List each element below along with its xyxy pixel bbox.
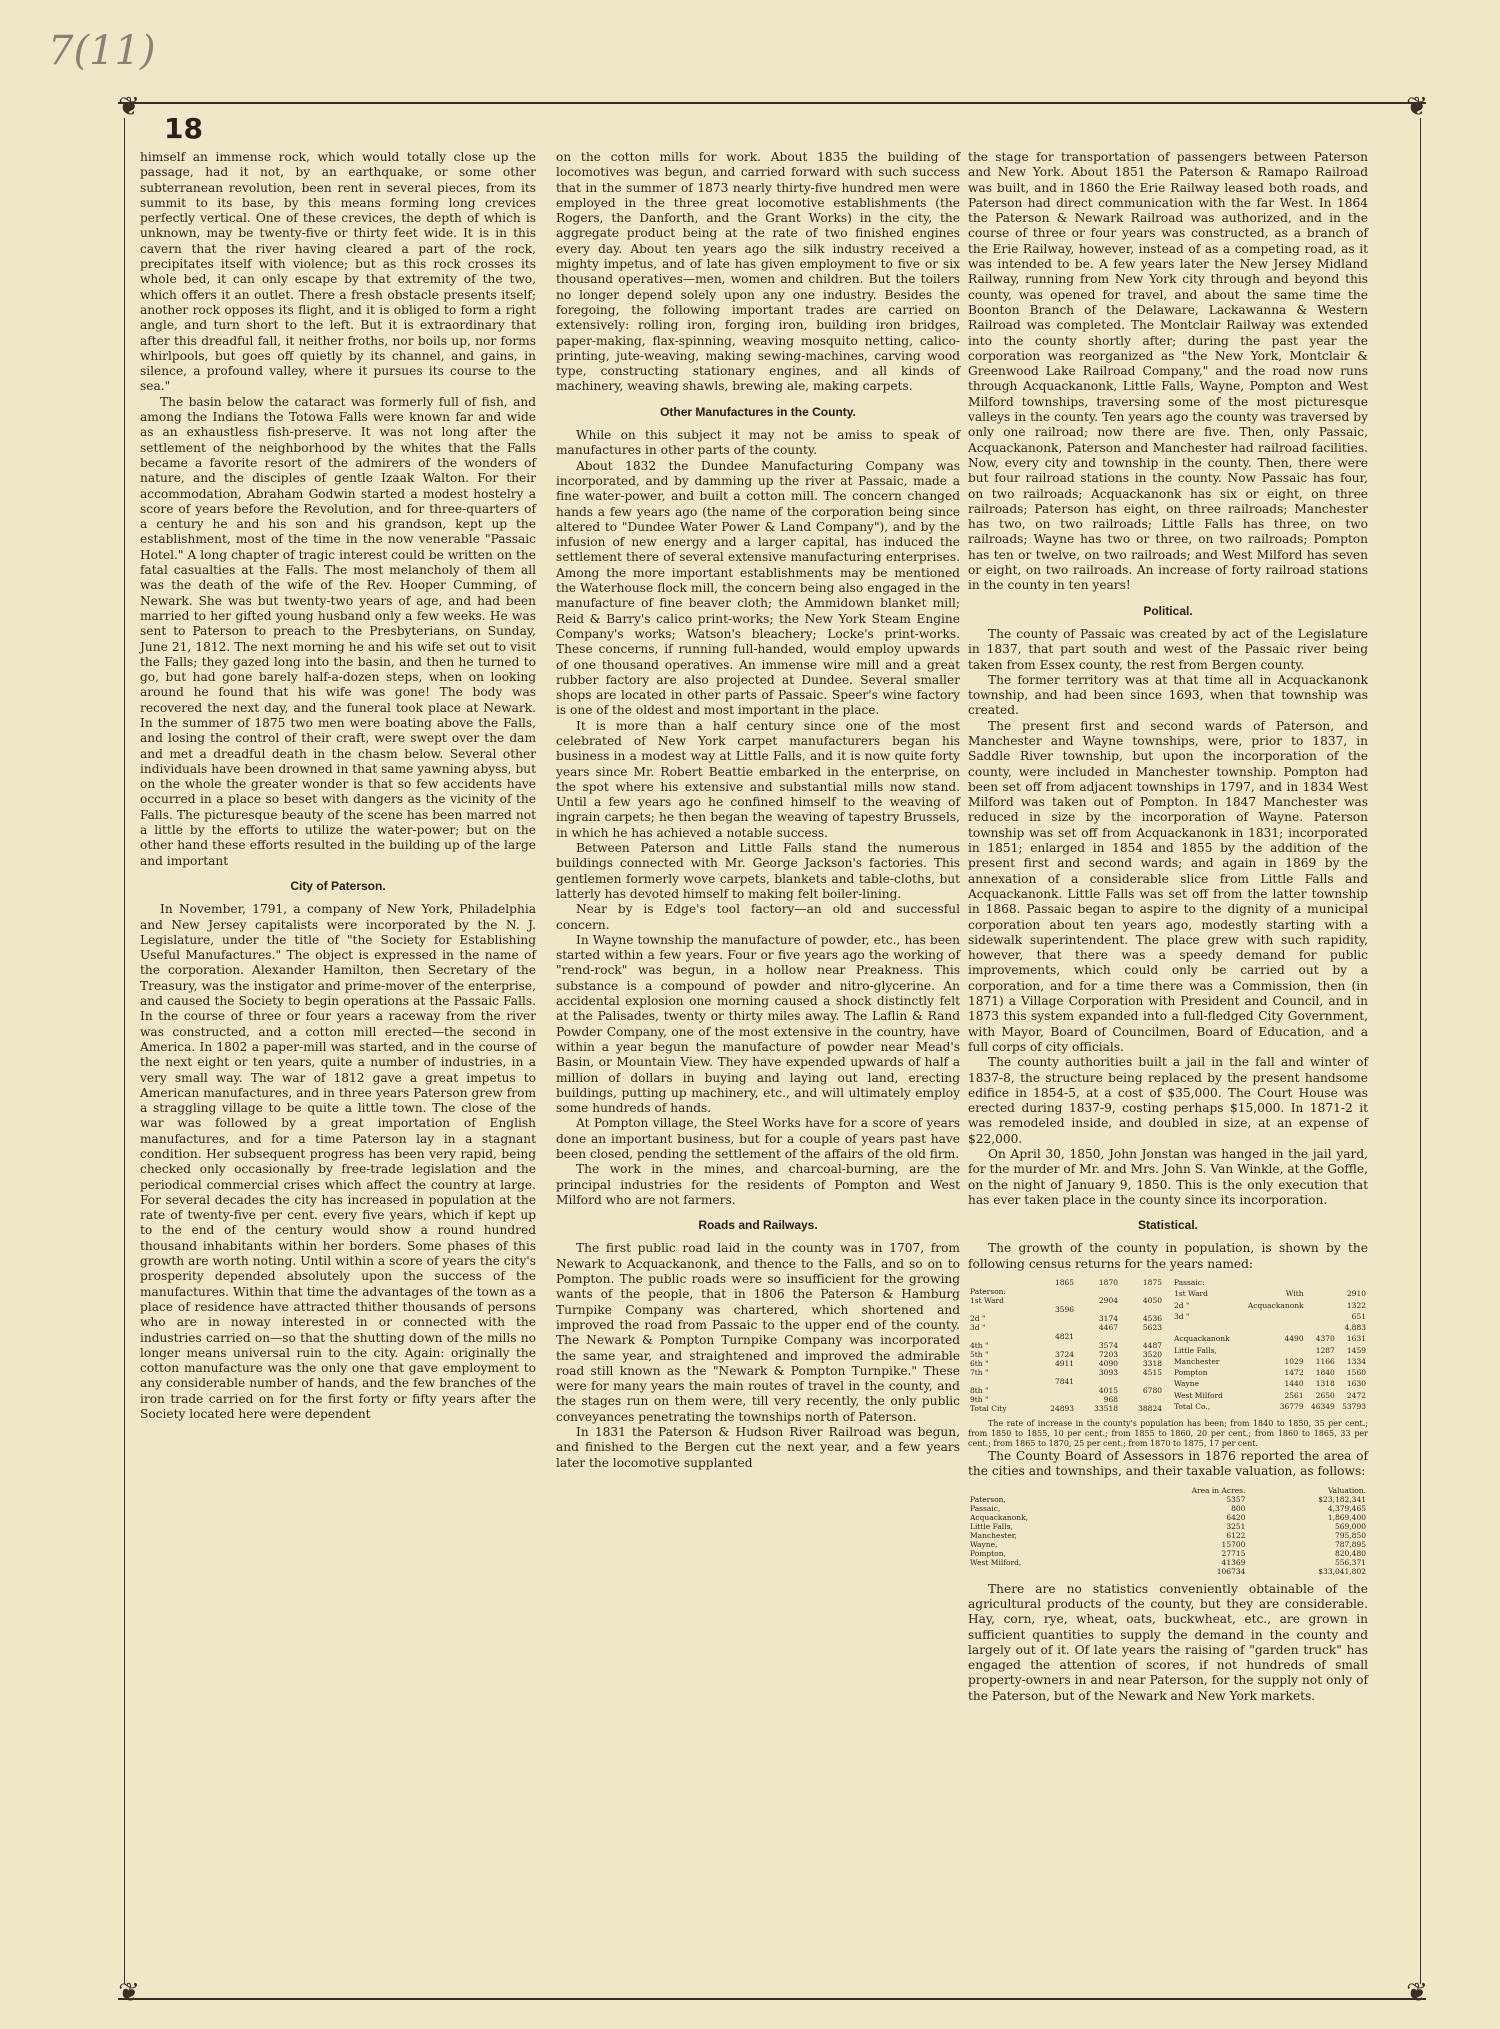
table-cell <box>1032 1368 1076 1377</box>
table-cell: 3520 <box>1142 1350 1162 1360</box>
table-cell <box>1032 1386 1076 1395</box>
table-cell: 1440 <box>1284 1379 1304 1389</box>
table-cell: Valuation. <box>1327 1485 1366 1495</box>
column-2 <box>556 150 960 1471</box>
paragraph: The first public road laid in the county was in 1707, from Newark to Acquackanonk, and thence to the Falls, and so on to Pompton. The public roads were so insufficient for the growing wants of the people, that in 1806 the Paterson & Hamburg Turnpike Company was chartered, which shortened and improved the road from Passaic to the upper end of the county. The Newark & Pompton Turnpike Company was incorporated the same year, and straightened and improved the admirable road still known as the "Newark & Pompton Turnpike." These were for many years the main routes of travel in the county, and the stages run on them were, till very recently, the only public conveyances penetrating the townships north of Paterson. <box>556 1241 960 1424</box>
table-cell: 1840 <box>1315 1368 1335 1378</box>
table-cell <box>1306 1289 1337 1300</box>
paragraph: The county of Passaic was created by act of the Legislature in 1837, that part south and west of the Passaic river being taken from Essex county, the rest from Bergen county. <box>968 626 1368 672</box>
table-cell: 7203 <box>1098 1350 1118 1360</box>
margin-note: 7(11) <box>48 28 156 74</box>
table-cell <box>1120 1332 1164 1341</box>
table-cell: 1st Ward <box>1174 1289 1208 1299</box>
table-row <box>968 1287 1164 1296</box>
table-cell: 6420 <box>1226 1512 1246 1522</box>
table-row <box>1172 1289 1368 1300</box>
table-cell: 41369 <box>1221 1557 1246 1567</box>
section-heading: Statistical. <box>1137 1218 1199 1233</box>
table-cell: 3d " <box>970 1323 986 1333</box>
table-cell: West Milford, <box>970 1557 1022 1567</box>
table-cell: Paterson, <box>970 1494 1006 1504</box>
table-row <box>1172 1323 1368 1334</box>
table-cell: 5623 <box>1142 1323 1162 1333</box>
table-cell: 33518 <box>1094 1404 1118 1414</box>
table-row <box>968 1395 1164 1404</box>
table-cell: Passaic: <box>1174 1278 1205 1288</box>
table-cell: Little Falls, <box>1174 1345 1217 1355</box>
table-cell: 1875 <box>1142 1278 1162 1288</box>
paragraph: Between Paterson and Little Falls stand the numerous buildings connected with Mr. George Jackson's factories. This gentlemen formerly wove carpets, blankets and table-cloths, but latterly has devoted himself to making felt boiler-lining. <box>556 841 960 901</box>
table-cell: Wayne <box>1174 1379 1200 1389</box>
paragraph: The county authorities built a jail in the fall and winter of 1837-8, the structure being replaced by the present handsome edifice in 1854-5, at a cost of $35,000. The Court House was erected during 1837-9, costing perhaps $15,000. In 1871-2 it was remodeled inside, and doubled in size, at an expense of $22,000. <box>968 1055 1368 1146</box>
border-left-rule <box>124 118 125 1984</box>
table-cell: 4490 <box>1284 1334 1304 1344</box>
table-row <box>1172 1301 1368 1312</box>
table-cell <box>1032 1314 1076 1323</box>
table-row <box>968 1522 1368 1531</box>
table-cell <box>1120 1305 1164 1314</box>
table-cell: 787,895 <box>1334 1539 1366 1549</box>
paragraph: While on this subject it may not be amiss to speak of manufactures in other parts of the county. <box>556 428 960 458</box>
paragraph: It is more than a half century since one of the most celebrated of New York carpet manufacturers began his business in a modest way at Little Falls, and it is now quite forty years since Mr. Robert Beattie embarked in the enterprise, on the spot where his extensive and substantial mills now stand. Until a few years ago he confined himself to the weaving of ingrain carpets; he then began the weaving of tapestry Brussels, in which he has achieved a notable success. <box>556 718 960 840</box>
table-cell: Little Falls, <box>970 1521 1013 1531</box>
table-cell: 651 <box>1351 1311 1366 1321</box>
table-cell: 6th " <box>970 1359 989 1369</box>
table-cell: 4370 <box>1315 1334 1335 1344</box>
table-cell: Area in Acres. <box>1191 1485 1246 1495</box>
table-cell: 569,000 <box>1334 1521 1366 1531</box>
table-cell: 3093 <box>1098 1368 1118 1378</box>
table-cell <box>968 1567 1113 1576</box>
table-cell: 3724 <box>1054 1350 1075 1360</box>
table-cell: 2561 <box>1284 1390 1304 1400</box>
column-3 <box>968 150 1368 1704</box>
table-row <box>968 1549 1368 1558</box>
border-right-rule <box>1420 118 1421 1984</box>
table-cell: Pompton, <box>970 1548 1006 1558</box>
table-cell: Total City <box>970 1404 1007 1414</box>
table-cell: 1166 <box>1315 1356 1335 1366</box>
table-cell: 4090 <box>1098 1359 1118 1369</box>
table-cell: 8th " <box>970 1386 989 1396</box>
table-cell: Acquackanonk, <box>970 1512 1029 1522</box>
table-cell: 1st Ward <box>970 1296 1004 1306</box>
table-row <box>968 1341 1164 1350</box>
table-cell: 556,371 <box>1334 1557 1366 1567</box>
table-cell: 4515 <box>1142 1368 1162 1378</box>
table-cell: 1560 <box>1346 1368 1366 1378</box>
table-row <box>1172 1357 1368 1368</box>
table-cell: 4015 <box>1098 1386 1118 1396</box>
corner-ornament-icon: ❦ <box>118 92 140 122</box>
table-row <box>968 1377 1164 1386</box>
table-cell <box>1120 1395 1164 1404</box>
table-cell <box>1076 1305 1120 1314</box>
table-cell: Paterson: <box>970 1287 1006 1297</box>
table-cell: 1287 <box>1315 1345 1335 1355</box>
table-cell <box>1239 1346 1306 1357</box>
table-row <box>968 1359 1164 1368</box>
table-row <box>1172 1391 1368 1402</box>
table-row <box>968 1504 1368 1513</box>
table-cell: 7841 <box>1054 1377 1075 1387</box>
table-cell: 820,480 <box>1334 1548 1366 1558</box>
table-cell: Acquackanonk <box>1247 1300 1304 1310</box>
table-row <box>1172 1278 1368 1289</box>
table-row <box>968 1314 1164 1323</box>
table-row <box>968 1404 1164 1413</box>
paragraph: The former territory was at that time all in Acquackanonk township, and had been since 1693, when that township was created. <box>968 672 1368 718</box>
table-cell: 3574 <box>1098 1341 1118 1351</box>
table-row <box>968 1531 1368 1540</box>
section-heading: Other Manufactures in the County. <box>660 404 856 419</box>
table-cell: 6780 <box>1142 1386 1162 1396</box>
corner-ornament-icon: ❦ <box>1406 92 1428 122</box>
table-cell: Manchester <box>1174 1356 1220 1366</box>
table-cell: 4,883 <box>1344 1323 1366 1333</box>
table-cell: $23,182,341 <box>1318 1494 1366 1504</box>
table-cell <box>1306 1301 1337 1312</box>
table-cell: 5357 <box>1226 1494 1246 1504</box>
table-cell: 38824 <box>1138 1404 1162 1414</box>
table-cell: 53793 <box>1342 1401 1366 1411</box>
table-cell <box>1306 1312 1337 1323</box>
census-table-paterson <box>968 1278 1164 1413</box>
corner-ornament-icon: ❦ <box>1406 1978 1428 2008</box>
table-cell: 5th " <box>970 1350 989 1360</box>
table-cell: 1334 <box>1346 1356 1366 1366</box>
table-row <box>968 1513 1368 1522</box>
table-cell <box>968 1377 1032 1386</box>
table-cell: 46349 <box>1310 1401 1335 1411</box>
table-cell: 1322 <box>1346 1300 1366 1310</box>
table-cell: 9th " <box>970 1395 989 1405</box>
table-cell: 795,850 <box>1334 1530 1366 1540</box>
table-cell: 1472 <box>1284 1368 1304 1378</box>
table-cell: 2d " <box>970 1314 986 1324</box>
table-cell: 27715 <box>1221 1548 1246 1558</box>
table-cell: 2910 <box>1346 1289 1366 1299</box>
paragraph: on the cotton mills for work. About 1835 the building of locomotives was begun, and carried forward with such success that in the summer of 1873 nearly thirty-five hundred men were employed in the three great locomotive establishments (the Rogers, the Danforth, and the Grant Works) in the city, the aggregate product being at the rate of two finished engines every day. About ten years ago the silk industry received a mighty impetus, and of late has given employment to five or six thousand operatives—men, women and children. But the toilers no longer depend solely upon any one industry. Besides the foregoing, the following important trades are carried on extensively: rolling iron, forging iron, building iron bridges, paper-making, flax-spinning, weaving mosquito netting, calico-printing, jute-weaving, making sewing-machines, carving wood type, constructing stationary engines, and all kinds of machinery, weaving shawls, brewing ale, making carpets. <box>556 150 960 394</box>
paragraph: The work in the mines, and charcoal-burning, are the principal industries for the residents of Pompton and West Milford who are not farmers. <box>556 1162 960 1207</box>
valuation-table <box>968 1486 1368 1576</box>
table-cell <box>1337 1278 1368 1289</box>
table-cell: 4050 <box>1142 1296 1162 1306</box>
table-cell: 2904 <box>1098 1296 1118 1306</box>
table-row <box>968 1558 1368 1567</box>
table-cell <box>968 1486 1113 1495</box>
table-cell: Wayne, <box>970 1539 998 1549</box>
table-cell <box>1032 1287 1076 1296</box>
table-row <box>968 1368 1164 1377</box>
table-cell <box>1032 1341 1076 1350</box>
table-cell: 4821 <box>1054 1332 1075 1342</box>
table-cell <box>1076 1377 1120 1386</box>
table-cell: 4536 <box>1142 1314 1162 1324</box>
table-row <box>1172 1402 1368 1413</box>
table-cell: 3174 <box>1098 1314 1118 1324</box>
table-row <box>968 1567 1368 1576</box>
paragraph: the stage for transportation of passengers between Paterson and New York. About 1851 the Paterson & Ramapo Railroad was built, and in 1860 the Erie Railway leased both roads, and Paterson had direct communication with the far West. In 1864 the Paterson & Newark Railroad was authorized, and in the course of three or four years was constructed, as a branch of the Erie Railway, however, instead of as a competing road, as it was intended to be. A few years later the New Jersey Midland Railway, running from New York city through and beyond this county, was opened for travel, and about the same time the Boonton Branch of the Delaware, Lackawanna & Western Railroad was completed. The Montclair Railway was extended into the county shortly after; during the past year the corporation was reorganized as "the New York, Montclair & Greenwood Lake Railroad Company," and the road now runs through Acquackanonk, Little Falls, Wayne, Pompton and West Milford townships, traversing some of the most picturesque valleys in the county. Ten years ago the county was traversed by only one railroad; now there are five. Then, only Passaic, Acquackanonk, Paterson and Manchester had railroad facilities. Now, every city and township in the county. Then, there were but four railroad stations in the county. Now Passaic has four, on two railroads; Acquackanonk has six or eight, on three railroads; Paterson has eight, on three railroads; Manchester has two, on two railroads; Little Falls has three, on two railroads; Wayne has two or three, on two railroads; Pompton has ten or twelve, on two railroads; and West Milford has seven or eight, on two railroads. An increase of forty railroad stations in the county in ten years! <box>968 150 1368 593</box>
table-cell <box>968 1278 1032 1287</box>
table-cell <box>1120 1287 1164 1296</box>
table-cell: 968 <box>1103 1395 1118 1405</box>
table-cell: 24893 <box>1050 1404 1075 1414</box>
table-cell: 4th " <box>970 1341 989 1351</box>
table-cell: 2d " <box>1174 1300 1190 1310</box>
table-cell <box>1306 1323 1337 1334</box>
table-cell <box>1306 1278 1337 1289</box>
census-tables <box>968 1278 1368 1413</box>
table-row <box>968 1495 1368 1504</box>
paragraph: In 1831 the Paterson & Hudson River Railroad was begun, and finished to the Bergen cut the next year, and a few years later the locomotive supplanted <box>556 1425 960 1470</box>
paragraph: The basin below the cataract was formerly full of fish, and among the Indians the Totowa Falls were known far and wide as an exhaustless fish-preserve. It was not long after the settlement of the neighborhood by the whites that the Falls became a favorite resort of the admirers of the wonders of nature, and the disciples of gentle Izaak Walton. For their accommodation, Abraham Godwin started a modest hostelry a score of years before the Revolution, and for three-quarters of a century he and his son and his grandson, kept up the establishment, most of the time in the now venerable "Passaic Hotel." A long chapter of tragic interest could be written on the fatal casualties at the Falls. The most melancholy of them all was the death of the wife of the Rev. Hooper Cumming, of Newark. She was but twenty-two years of age, and had been married to her gifted young husband only a few weeks. He was sent to Paterson to preach to the Presbyterians, on Sunday, June 21, 1812. The next morning he and his wife set out to visit the Falls; they gazed long into the basin, and then he turned to go, but had gone barely half-a-dozen steps, when on looking around he found that his wife was gone! The body was recovered the next day, and the funeral took place at Newark. In the summer of 1875 two men were boating above the Falls, and losing the control of their craft, were swept over the dam and met a dreadful death in the chasm below. Several other individuals have been drowned in that same yawning abyss, but on the whole the greater wonder is that so few accidents have occurred in a place so beset with dangers as the vicinity of the Falls. The picturesque beauty of the scene has been marred not a little by the efforts to utilize the water-power; but on the other hand these efforts resulted in the building up of the large and important <box>140 394 536 868</box>
table-row <box>1172 1379 1368 1390</box>
table-cell: 7th " <box>970 1368 989 1378</box>
table-cell <box>1032 1296 1076 1305</box>
table-row <box>968 1296 1164 1305</box>
corner-ornament-icon: ❦ <box>118 1978 140 2008</box>
table-cell <box>1120 1377 1164 1386</box>
table-cell: Passaic, <box>970 1503 1001 1513</box>
table-cell: 1870 <box>1098 1278 1118 1288</box>
table-cell: 4,379,465 <box>1327 1503 1366 1513</box>
table-cell: 106734 <box>1216 1566 1246 1576</box>
table-cell: 4467 <box>1098 1323 1118 1333</box>
table-row <box>968 1386 1164 1395</box>
table-cell: 3596 <box>1054 1305 1075 1315</box>
table-row <box>1172 1346 1368 1357</box>
table-cell: 1630 <box>1346 1379 1366 1389</box>
table-cell: Acquackanonk <box>1174 1334 1230 1344</box>
paragraph: The present first and second wards of Paterson, and Manchester and Wayne townships, were, prior to 1837, in Saddle River township, but upon the incorporation of the county, were included in Manchester township. Pompton had been set off from adjacent townships in 1797, and in 1834 West Milford was taken out of Pompton. In 1847 Manchester was reduced in size by the incorporation of Wayne. Paterson township was set off from Acquackanonk in 1831; incorporated in 1851; enlarged in 1854 and 1855 by the addition of the present first and second wards; and again in 1869 by the annexation of a considerable slice from Little Falls and Acquackanonk. Little Falls was set off from the latter township in 1868. Passaic began to aspire to the dignity of a municipal corporation about ten years ago, modestly starting with a sidewalk superintendent. The place grew with such rapidity, however, that there was a speedy demand for public improvements, which could only be carried out by a corporation, and for a time there was a Commission, then (in 1871) a Village Corporation with President and Council, and in 1873 this system expanded into a full-fledged City Government, with Mayor, Board of Councilmen, Board of Education, and a full corps of city officials. <box>968 718 1368 1054</box>
table-cell <box>1172 1323 1239 1334</box>
table-cell <box>1239 1312 1306 1323</box>
table-cell: 800 <box>1231 1503 1246 1513</box>
paragraph: At Pompton village, the Steel Works have for a score of years done an important business, but for a couple of years past have been closed, pending the settlement of the affairs of the old firm. <box>556 1116 960 1161</box>
table-cell <box>1076 1332 1120 1341</box>
paragraph: About 1832 the Dundee Manufacturing Company was incorporated, and by damming up the river at Passaic, made a fine water-power, and built a cotton mill. The concern changed hands a few years ago (the name of the corporation being since altered to "Dundee Water Power & Land Company"), and by the infusion of new energy and a larger capital, has induced the settlement there of several extensive manufacturing enterprises. Among the more important establishments may be mentioned the Waterhouse flock mill, the concern being also engaged in the manufacture of fine beaver cloth; the Ammidown blanket mill; Reid & Barry's calico print-works; the New York Steam Engine Company's works; Watson's bleachery; Locke's print-works. These concerns, if running full-handed, would employ upwards of one thousand operatives. An immense wire mill and a great rubber factory are also projected at Dundee. Several smaller shops are located in other parts of Passaic. Speer's wine factory is one of the oldest and most important in the place. <box>556 458 960 718</box>
section-heading: Political. <box>1143 603 1193 618</box>
table-row <box>1172 1312 1368 1323</box>
table-cell: 1459 <box>1346 1345 1366 1355</box>
table-cell: 1865 <box>1054 1278 1075 1288</box>
table-cell <box>1239 1323 1306 1334</box>
table-row <box>968 1305 1164 1314</box>
table-cell: 15700 <box>1221 1539 1246 1549</box>
column-1 <box>140 150 536 1422</box>
table-row <box>968 1540 1368 1549</box>
table-row <box>968 1350 1164 1359</box>
table-cell: 3251 <box>1226 1521 1246 1531</box>
paragraph: In Wayne township the manufacture of powder, etc., has been started within a few years. Four or five years ago the working of "rend-rock" was begun, in a hollow near Preakness. This substance is a compound of powder and nitro-glycerine. An accidental explosion one morning caused a shock distinctly felt at the Palisades, twenty or thirty miles away. The Laflin & Rand Powder Company, one of the most extensive in the country, have within a year begun the manufacture of powder near Mead's Basin, or Mountain View. They have expended upwards of half a million of dollars in buying and laying out land, erecting buildings, putting up machinery, etc., and will ultimately employ some hundreds of hands. <box>556 932 960 1116</box>
table-cell: 36779 <box>1279 1401 1304 1411</box>
table-cell: Manchester, <box>970 1530 1017 1540</box>
table-cell <box>1032 1395 1076 1404</box>
table-row <box>1172 1368 1368 1379</box>
table-cell: 4911 <box>1054 1359 1075 1369</box>
paragraph: The County Board of Assessors in 1876 reported the area of the cities and townships, and their taxable valuation, as follows: <box>968 1449 1368 1479</box>
table-cell: 1029 <box>1284 1356 1304 1366</box>
paragraph: In November, 1791, a company of New York, Philadelphia and New Jersey capitalists were incorporated by the N. J. Legislature, under the title of "the Society for Establishing Useful Manufactures." The object is expressed in the name of the corporation. Alexander Hamilton, then Secretary of the Treasury, was the instigator and prime-mover of the enterprise, and caused the Society to begin operations at the Passaic Falls. In the course of three or four years a raceway from the river was constructed, and a cotton mill erected—the second in America. In 1802 a paper-mill was started, and in the course of the next eight or ten years, quite a number of industries, in a very small way. The war of 1812 gave a great impetus to American manufactures, and in three years Paterson grew from a straggling village to be quite a little town. The close of the war was followed by a great importation of English manufactures, and for a time Paterson lay in a stagnant condition. Her subsequent progress has been very rapid, being checked only occasionally by free-trade legislation and the periodical commercial crises which affect the country at large. For several decades the city has increased in population at the rate of twenty-five per cent. every five years, which if kept up to the end of the century would show a round hundred thousand inhabitants within her borders. Some phases of this growth are worth noting. Until within a score of years the city's prosperity depended absolutely upon the success of the manufactures. Within that time the advantages of the town as a place of residence have attracted thither thousands of persons who are in noway interested in or connected with the industries carried on—so that the shutting down of the mills no longer means universal ruin to the city. Again: originally the cotton manufacture was the only one that gave employment to any considerable number of hands, and the few branches of the iron trade carried on for the first forty or fifty years after the Society located here were dependent <box>140 902 536 1422</box>
paragraph: On April 30, 1850, John Jonstan was hanged in the jail yard, for the murder of Mr. and Mrs. John S. Van Winkle, at the Goffle, on the night of January 9, 1850. This is the only execution that has ever taken place in the county since its incorporation. <box>968 1147 1368 1207</box>
paragraph: There are no statistics conveniently obtainable of the agricultural products of the county, but they are considerable. Hay, corn, rye, wheat, oats, buckwheat, etc., are grown in sufficient quantities to supply the demand in the county and largely out of it. Of late years the raising of "garden truck" has engaged the attention of scores, if not hundreds of small property-owners in and near Paterson, for the supply not only of the Paterson, but of the Newark and New York markets. <box>968 1581 1368 1703</box>
paragraph: The growth of the county in population, is shown by the following census returns for the years named: <box>968 1241 1368 1271</box>
table-cell: 1,869,400 <box>1327 1512 1366 1522</box>
table-cell: West Milford <box>1174 1390 1223 1400</box>
table-cell: 3d " <box>1174 1311 1190 1321</box>
table-row <box>968 1323 1164 1332</box>
table-cell <box>968 1305 1032 1314</box>
table-row <box>1172 1334 1368 1345</box>
table-cell: 2650 <box>1315 1390 1335 1400</box>
table-cell: $33,041,802 <box>1318 1566 1366 1576</box>
table-cell: Pompton <box>1174 1368 1208 1378</box>
section-heading: City of Paterson. <box>290 878 386 893</box>
table-cell: 2472 <box>1346 1390 1366 1400</box>
table-cell: With <box>1285 1289 1304 1299</box>
census-table-county <box>1172 1278 1368 1413</box>
table-cell: 1631 <box>1346 1334 1366 1344</box>
rate-note: The rate of increase in the county's population has been; from 1840 to 1850, 35 per cent.; from 1850 to 1855, 10 per cent.; from 1855 to 1860, 20 per cent.; from 1860 to 1865, 33 per cent.; from 1865 to 1870, 25 per cent.; from 1870 to 1875, 17 per cent. <box>968 1419 1368 1449</box>
table-cell: Total Co., <box>1174 1401 1211 1411</box>
table-cell <box>1239 1278 1306 1289</box>
page-number: 18 <box>164 112 203 145</box>
section-heading: Roads and Railways. <box>698 1218 818 1233</box>
table-cell <box>1076 1287 1120 1296</box>
table-cell: 3318 <box>1142 1359 1162 1369</box>
table-cell: 1318 <box>1315 1379 1335 1389</box>
table-cell <box>1032 1323 1076 1332</box>
table-row <box>968 1332 1164 1341</box>
paragraph: himself an immense rock, which would totally close up the passage, had it not, by an earthquake, or some other subterranean revolution, been rent in several pieces, from its summit to its base, by this means forming long crevices perfectly vertical. One of these crevices, the depth of which is unknown, may be twenty-five or thirty feet wide. It is in this cavern that the river having cleared a part of the rock, precipitates itself with violence; but as this rock crosses its whole bed, it can only escape by that extremity of the two, which offers it an outlet. There a fresh obstacle presents itself; another rock opposes its flight, and it is obliged to form a right angle, and turn short to the left. But it is extraordinary that after this dreadful fall, it neither froths, nor boils up, nor forms whirlpools, but goes off quietly by its channel, and gains, in silence, a profound valley, where it pursues its course to the sea." <box>140 150 536 394</box>
table-cell: 6122 <box>1226 1530 1246 1540</box>
paragraph: Near by is Edge's tool factory—an old and successful concern. <box>556 902 960 932</box>
table-cell <box>968 1332 1032 1341</box>
table-cell: 4487 <box>1142 1341 1162 1351</box>
